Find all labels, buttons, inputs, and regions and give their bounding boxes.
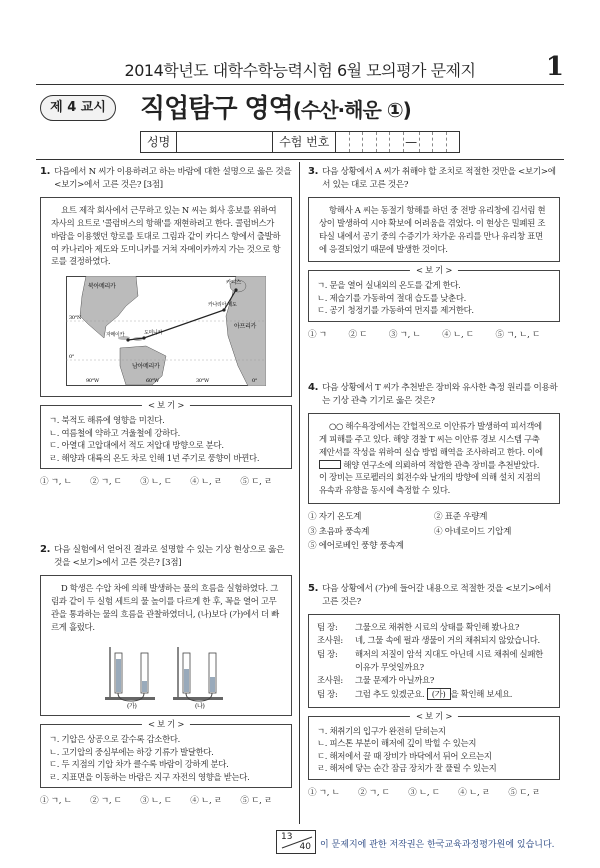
choice-2[interactable]: ② ㄱ, ㄷ xyxy=(358,787,390,798)
choice-2[interactable]: ② ㄱ, ㄷ xyxy=(90,796,122,807)
map-label: 30°N xyxy=(69,315,82,322)
question-passage: 항해사 A 씨는 동절기 항해를 하던 중 전방 유리창에 김서림 현상이 발생하여 시야 확보에 어려움을 겪었다. 이 현상은 밀폐된 조타실 내에서 공기 중의 수증기가 차가운 유리를 만나 유리창 표면에 응결되었기 때문에 발생한 것이다. xyxy=(308,197,560,262)
dialog-text: 을 확인해 보세요. xyxy=(450,688,513,699)
question-stem: 다음 실험에서 얻어진 결과로 설명할 수 있는 기상 현상으로 옳은 것을 <보기>에서 고른 것은? [3점] xyxy=(54,545,285,568)
question-number: 4. xyxy=(308,382,319,393)
speaker: 팀 장: xyxy=(317,648,338,659)
dialog-text: 해저의 저질이 암석 지대도 아닌데 시료 채취에 실패한 이유가 무엇일까요? xyxy=(355,648,543,673)
answer-choices xyxy=(308,329,560,342)
question-number: 5. xyxy=(308,583,319,594)
bogi-item: ㄴ. 제습기를 가동하여 절대 습도를 낮춘다. xyxy=(317,292,466,303)
page-total: 40 xyxy=(299,842,311,852)
figure-label: (나) xyxy=(195,703,205,710)
answer-choices xyxy=(308,511,560,553)
bogi-box xyxy=(308,710,560,780)
name-label: 성명 xyxy=(141,132,177,152)
question-3 xyxy=(308,166,560,341)
speaker: 팀 장: xyxy=(317,622,338,633)
dialog-text: 그물 문제가 아닐까요? xyxy=(355,675,435,686)
dialog-box xyxy=(308,614,560,708)
choice-1[interactable]: ① ㄱ xyxy=(308,329,327,340)
map-label: 60°W xyxy=(146,378,159,385)
choice-1[interactable]: ① ㄱ, ㄴ xyxy=(40,796,72,807)
bogi-item: ㄱ. 채취기의 입구가 완전히 닫히는지 xyxy=(317,725,446,736)
choice-1[interactable]: ① 자기 온도계 xyxy=(308,511,362,522)
speaker: 팀 장: xyxy=(317,688,338,699)
map-label: 30°W xyxy=(196,378,209,385)
bogi-title: < 보 기 > xyxy=(410,711,458,722)
map-label: 아프리카 xyxy=(234,323,256,331)
choice-4[interactable]: ④ ㄴ, ㄹ xyxy=(458,787,490,798)
bogi-item: ㄷ. 두 지점의 기압 차가 클수록 바람이 강하게 분다. xyxy=(49,759,229,770)
subject-sub: (수산·해운 ①) xyxy=(292,98,411,122)
question-stem: 다음 상황에서 (가)에 들어갈 내용으로 적절한 것을 <보기>에서 고른 것은? xyxy=(322,584,552,607)
bogi-title: < 보 기 > xyxy=(142,400,190,411)
choice-5[interactable]: ⑤ ㄷ, ㄹ xyxy=(240,477,272,488)
bogi-item: ㄹ. 지표면을 이동하는 바람은 지구 자전의 영향을 받는다. xyxy=(49,771,250,782)
page-current: 13 xyxy=(281,832,293,842)
exam-title: 2014학년도 대학수학능력시험 6월 모의평가 문제지 xyxy=(124,61,476,80)
speaker: 조사원: xyxy=(317,675,343,686)
section-rule xyxy=(36,159,564,160)
question-5 xyxy=(308,583,560,800)
question-passage xyxy=(40,575,292,716)
bogi-item: ㄴ. 여름철에 약하고 겨울철에 강하다. xyxy=(49,427,181,438)
choice-3[interactable]: ③ ㄴ, ㄷ xyxy=(408,787,440,798)
choice-1[interactable]: ① ㄱ, ㄴ xyxy=(308,787,340,798)
bogi-item: ㄱ. 북적도 해류에 영향을 미친다. xyxy=(49,415,165,426)
question-stem: 다음에서 N 씨가 이용하려고 하는 바람에 대한 설명으로 옳은 것을 <보기>에서 고른 것은? [3점] xyxy=(54,167,292,190)
question-stem: 다음 상황에서 A 씨가 취해야 할 조치로 적절한 것만을 <보기>에서 있는 대로 고른 것은? xyxy=(322,167,556,190)
period-label: 제 4 교시 xyxy=(40,95,116,121)
choice-3[interactable]: ③ ㄴ, ㄷ xyxy=(140,477,172,488)
bogi-item: ㄹ. 해저에 닿는 순간 잠금 장치가 잘 풀릴 수 있는지 xyxy=(317,763,497,774)
exam-number-label: 수험 번호 xyxy=(273,132,336,152)
subject-main: 직업탐구 영역 xyxy=(140,94,293,124)
dialog-text: 그럼 추도 있겠군요. xyxy=(355,688,425,699)
passage-text: 해양 연구소에 의뢰하여 적합한 관측 장비를 추천받았다. 이 장비는 프로펠러의 회전수와 날개의 방향에 의해 설치 지점의 유속과 유향을 동시에 측정할 수 있다. xyxy=(319,459,541,496)
passage-text: D 학생은 수압 차에 의해 발생하는 물의 흐름을 실험하였다. 그림과 같이 두 실험 세트의 물 높이를 다르게 한 후, 꼭을 열어 고무관을 통과하는 물의 흐름을 관찰하였더니, (나)보다 (가)에서 더 빠르게 흘렀다. xyxy=(51,583,279,632)
dialog-text: 그물으로 채취한 시료의 상태를 확인해 봤나요? xyxy=(355,622,520,633)
answer-choices xyxy=(308,787,560,800)
choice-4[interactable]: ④ 아네로이드 기압계 xyxy=(434,526,512,537)
dialog-text: 네, 그물 속에 펄과 생물이 거의 채취되지 않았습니다. xyxy=(355,635,540,646)
choice-3[interactable]: ③ ㄱ, ㄴ xyxy=(388,329,421,340)
question-number: 3. xyxy=(308,166,319,177)
answer-choices xyxy=(40,476,292,489)
map-label: 남아메리카 xyxy=(132,363,160,371)
choice-5[interactable]: ⑤ 에어로베인 풍향 풍속계 xyxy=(308,541,404,552)
exam-number-dash: — xyxy=(404,132,420,152)
bogi-box xyxy=(40,719,292,788)
bogi-box xyxy=(40,400,292,469)
student-info-row xyxy=(140,131,460,153)
question-stem: 다음 상황에서 T 씨가 추천받은 장비와 유사한 측정 원리를 이용하는 기상 관측 기기로 옳은 것은? xyxy=(322,383,558,406)
map-label: 카나리아 제도 xyxy=(208,302,237,309)
map-label: 카디스 xyxy=(226,280,242,287)
choice-1[interactable]: ① ㄱ, ㄴ xyxy=(40,477,72,488)
route-map xyxy=(66,276,266,386)
question-passage xyxy=(40,197,292,397)
question-passage xyxy=(308,413,560,504)
passage-text: 요트 제작 회사에서 근무하고 있는 N 씨는 회사 홍보를 위하여 자사의 요트로 '콜럼버스의 항해'를 재현하려고 한다. 콜럼버스가 바람을 이용했던 항로를 토대로 그림과 같이 카디스 항에서 출발하여 카나리아 제도와 도미니카를 거쳐 자메이카까지 가는 것으로 항로를 결정하였다. xyxy=(51,205,281,267)
map-label: 90°W xyxy=(86,378,99,385)
choice-2[interactable]: ② 표준 우량계 xyxy=(434,511,488,522)
choice-2[interactable]: ② ㄷ xyxy=(348,329,368,340)
map-label: 북아메리카 xyxy=(88,283,116,291)
question-1 xyxy=(40,166,292,489)
question-number: 2. xyxy=(40,544,51,555)
subject-title xyxy=(140,88,411,125)
copyright-notice: 이 문제지에 관한 저작권은 한국교육과정평가원에 있습니다. xyxy=(320,840,555,850)
bogi-item: ㄷ. 아열대 고압대에서 적도 저압대 방향으로 분다. xyxy=(49,440,224,451)
map-label: 자메이카 xyxy=(106,332,125,339)
passage-text: ○○ 해수욕장에서는 간헐적으로 이안류가 발생하여 피서객에게 피해를 주고 있다. 해양 경찰 T 씨는 이안류 경보 시스템 구축 제안서를 작성을 위하여 실습 방법 해역을 조사하려고 한다. 이에 xyxy=(319,421,543,457)
exam-number-field[interactable] xyxy=(336,132,459,152)
choice-4[interactable]: ④ ㄴ, ㄷ xyxy=(442,329,474,340)
bogi-title: < 보 기 > xyxy=(410,265,458,276)
dialog-line xyxy=(317,634,551,647)
blank-ga: (가) xyxy=(427,688,451,700)
map-label: 도미니카 xyxy=(144,330,163,337)
dialog-line xyxy=(317,648,551,675)
bogi-item: ㄹ. 해양과 대륙의 온도 차로 인해 1년 주기로 풍향이 바뀐다. xyxy=(49,452,260,463)
blank-box xyxy=(319,460,341,469)
choice-4[interactable]: ④ ㄴ, ㄹ xyxy=(190,477,222,488)
bogi-item: ㄴ. 피스톤 부분이 해저에 깊이 박힐 수 있는지 xyxy=(317,738,477,749)
bogi-item: ㄱ. 문을 열어 실내외의 온도를 같게 한다. xyxy=(317,280,461,291)
speaker: 조사원: xyxy=(317,635,343,646)
choice-5[interactable]: ⑤ ㄷ, ㄹ xyxy=(508,787,540,798)
bogi-item: ㄷ. 공기 청정기를 가동하여 먼지를 제거한다. xyxy=(317,305,474,316)
question-2 xyxy=(40,544,292,808)
header-rule xyxy=(36,84,564,85)
dialog-line xyxy=(317,621,551,634)
bogi-title: < 보 기 > xyxy=(142,719,190,730)
choice-4[interactable]: ④ ㄴ, ㄹ xyxy=(190,796,222,807)
choice-5[interactable]: ⑤ ㄱ, ㄴ, ㄷ xyxy=(495,329,540,340)
bogi-item: ㄷ. 해저에서 끌 때 장비가 바닥에서 뒤어 오르는지 xyxy=(317,750,492,761)
map-label: 0° xyxy=(252,378,258,385)
experiment-figure xyxy=(101,639,231,709)
choice-3[interactable]: ③ 초음파 풍속계 xyxy=(308,526,370,537)
page-number: 1 xyxy=(545,52,564,82)
bogi-item: ㄴ. 고기압의 중심부에는 하강 기류가 발달한다. xyxy=(49,746,214,757)
map-label: 0° xyxy=(69,354,75,361)
footer-page-box xyxy=(276,830,316,854)
bogi-item: ㄱ. 기압은 상공으로 갈수록 감소한다. xyxy=(49,734,181,745)
choice-5[interactable]: ⑤ ㄷ, ㄹ xyxy=(240,796,272,807)
dialog-line xyxy=(317,674,551,687)
question-number: 1. xyxy=(40,166,51,177)
choice-2[interactable]: ② ㄱ, ㄷ xyxy=(90,477,122,488)
name-field[interactable] xyxy=(177,132,273,152)
answer-choices xyxy=(40,795,292,808)
column-divider xyxy=(299,162,300,824)
question-4 xyxy=(308,382,560,553)
dialog-line xyxy=(317,688,551,701)
figure-label: (가) xyxy=(127,703,137,710)
choice-3[interactable]: ③ ㄴ, ㄷ xyxy=(140,796,172,807)
bogi-box xyxy=(308,265,560,322)
